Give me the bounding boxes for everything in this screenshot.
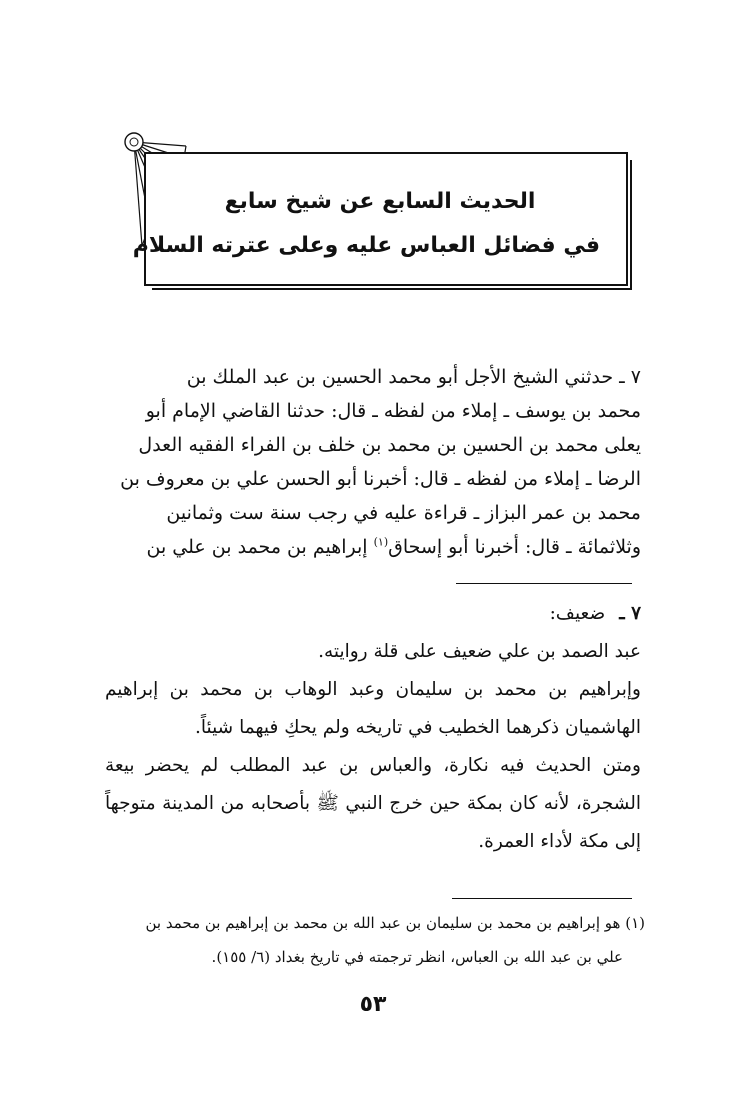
hadith-text bbox=[105, 360, 641, 564]
footnote-divider bbox=[452, 898, 632, 899]
note-heading: ضعيف: bbox=[549, 603, 606, 624]
notes-divider bbox=[456, 583, 632, 584]
note-paragraph: ومتن الحديث فيه نكارة، والعباس بن عبد المطلب لم يحضر بيعة الشجرة، لأنه كان بمكة حين خرج النبي ﷺ بأصحابه من المدينة متوجهاً إلى مكة لأداء العمرة. bbox=[105, 755, 641, 852]
footnote-reference[interactable]: (١) bbox=[373, 535, 389, 549]
text-line: محمد بن عمر البزاز ـ قراءة عليه في رجب سنة ست وثمانين bbox=[166, 502, 641, 524]
text-line: الرضا ـ إملاء من لفظه ـ قال: أخبرنا أبو الحسن علي بن معروف بن bbox=[120, 468, 641, 490]
chapter-title bbox=[132, 180, 600, 268]
footnote-number: (١) bbox=[625, 914, 645, 932]
text-line: يعلى محمد بن الحسين بن محمد بن خلف بن الفراء الفقيه العدل bbox=[138, 434, 641, 456]
note-paragraph: وإبراهيم بن محمد بن سليمان وعبد الوهاب بن محمد بن إبراهيم الهاشميان ذكرهما الخطيب في تاريخه ولم يحكِ فيهما شيئاً. bbox=[105, 679, 641, 738]
footnote-line-1 bbox=[105, 906, 645, 940]
footnote-line-2: علي بن عبد الله بن العباس، انظر ترجمته في تاريخ بغداد (٦/ ١٥٥). bbox=[211, 948, 623, 966]
commentary-notes bbox=[105, 595, 641, 861]
note-number: ٧ ـ bbox=[619, 603, 641, 624]
text-line: ٧ ـ حدثني الشيخ الأجل أبو محمد الحسين بن عبد الملك بن bbox=[186, 366, 641, 388]
note-paragraph: عبد الصمد بن علي ضعيف على قلة روايته. bbox=[318, 641, 641, 662]
text-line-start: وثلاثمائة ـ قال: أخبرنا أبو إسحاق bbox=[388, 536, 641, 558]
text-line: محمد بن يوسف ـ إملاء من لفظه ـ قال: حدثنا القاضي الإمام أبو bbox=[145, 400, 641, 422]
footnote bbox=[105, 906, 645, 974]
text-line-end: إبراهيم بن محمد بن علي بن bbox=[146, 536, 374, 558]
page-number: ٥٣ bbox=[359, 992, 387, 1017]
note-heading-row bbox=[105, 595, 641, 633]
title-line-2: في فضائل العباس عليه وعلى عترته السلام bbox=[132, 233, 600, 258]
footnote-text: هو إبراهيم بن محمد بن سليمان بن عبد الله بن محمد بن إبراهيم بن محمد بن bbox=[145, 914, 621, 932]
title-line-1: الحديث السابع عن شيخ سابع bbox=[224, 189, 536, 214]
text-line bbox=[105, 530, 641, 564]
